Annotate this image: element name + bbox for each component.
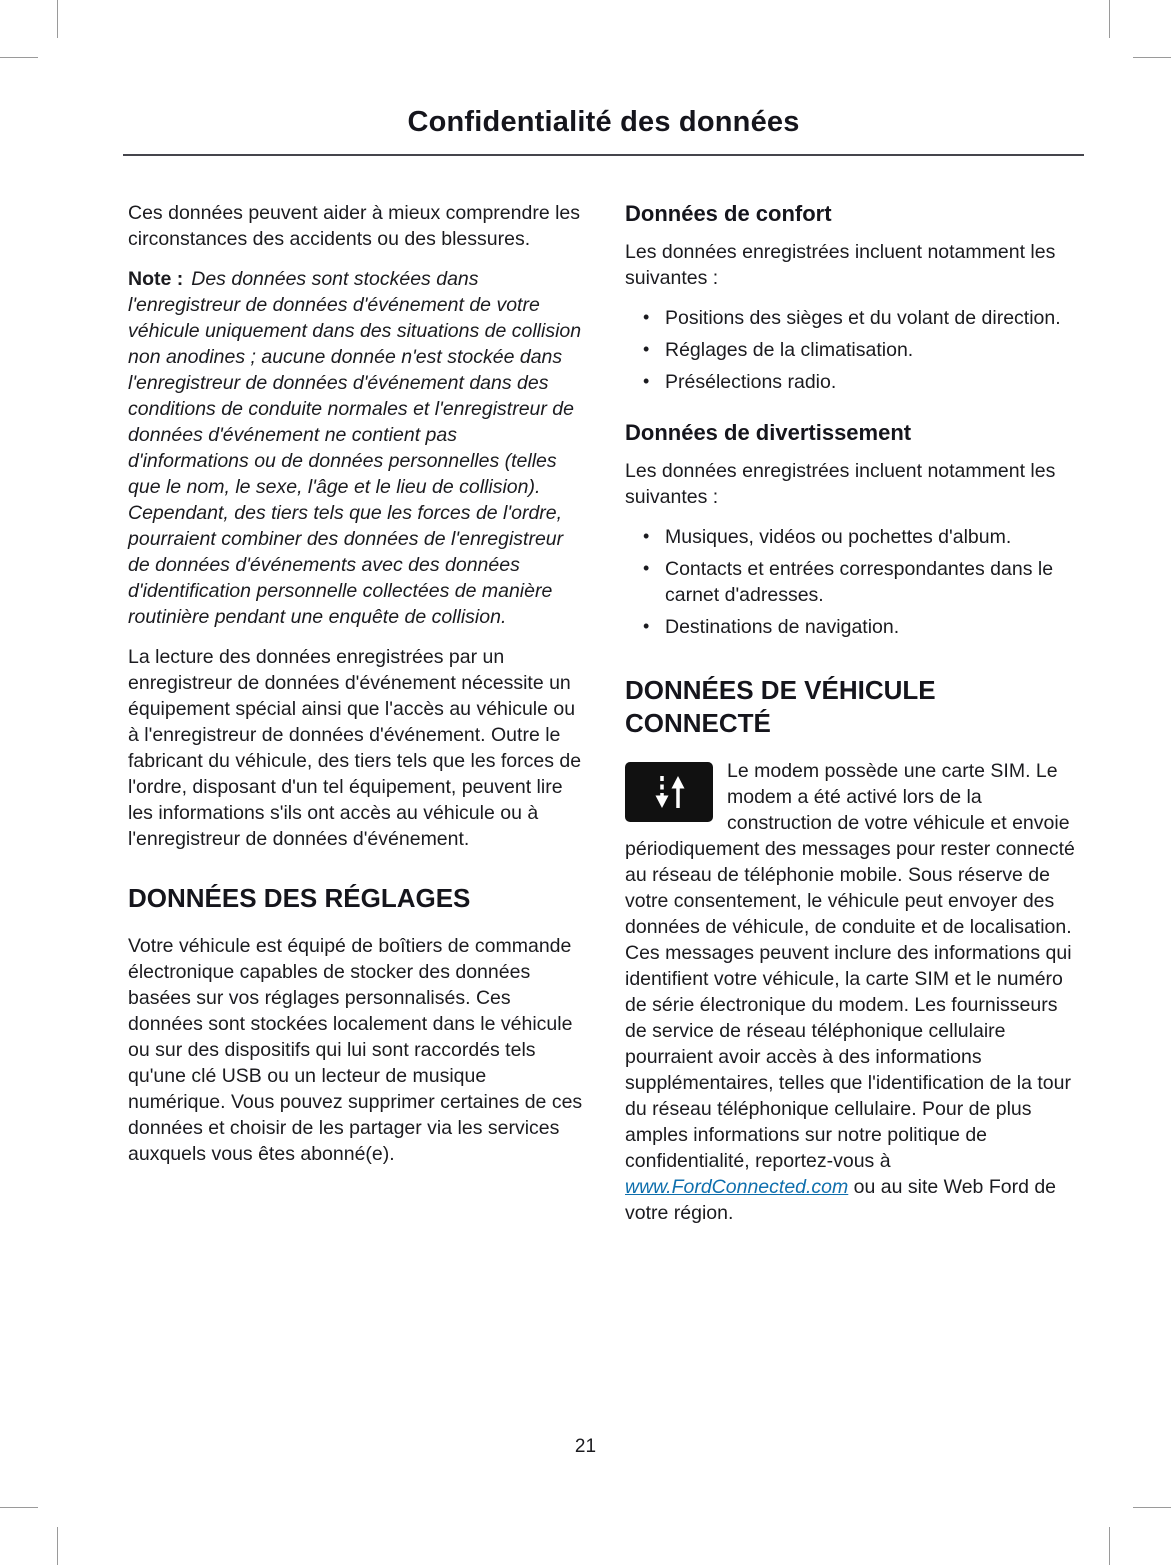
section-donnees-vehicule-connecte	[625, 674, 1077, 1226]
crop-mark-top-right-h	[1133, 57, 1171, 58]
connecte-text-before-link: Le modem possède une carte SIM. Le modem a été activé lors de la construction de votre véhicule et envoie périodiquement des messages pour rester connecté au réseau de téléphonie mobile. Sous réserve de votre consentement, le véhicule peut envoyer des données de véhicule, de conduite et de localisation. Ces messages peuvent inclure des informations qui identifient votre véhicule, la carte SIM et le numéro de série électronique du modem. Les fournisseurs de service de réseau téléphonique cellulaire pourraient avoir accès à des informations supplémentaires, telles que l'identification de la tour du réseau téléphonique cellulaire. Pour de plus amples informations sur notre politique de confidentialité, reportez-vous à	[625, 760, 1075, 1172]
left-column	[128, 200, 583, 1181]
bullet-text: Réglages de la climatisation.	[665, 339, 914, 361]
section-donnees-de-divertissement	[625, 419, 1077, 640]
confort-intro: Les données enregistrées incluent notamment les suivantes :	[625, 241, 1056, 289]
bullet-text: Présélections radio.	[665, 371, 837, 393]
crop-mark-bottom-left-h	[0, 1507, 38, 1508]
connecte-text-after-link: ou au site Web Ford de votre région.	[625, 1176, 1057, 1224]
paragraph-event-data-reading: La lecture des données enregistrées par un enregistreur de données d'événement nécessite un équipement spécial ainsi que l'accès au véhicule ou à l'enregistreur de données d'événement. Outre le fabricant du véhicule, des tiers tels que les forces de l'ordre, disposant d'un tel équipement, peuvent lire les informations s'ils ont accès au véhicule ou à l'enregistreur de données d'événement.	[128, 646, 582, 850]
right-column	[625, 200, 1077, 1240]
note-text: Des données sont stockées dans l'enregistreur de données d'événement de votre véhicule uniquement dans des situations de collision non anodines ; aucune donnée n'est stockée dans l'enregistreur de données d'événement dans des conditions de conduite normales et l'enregistreur de données d'événement ne contient pas d'informations ou de données personnelles (telles que le nom, le sexe, l'âge et le lieu de collision). Cependant, des tiers tels que les forces de l'ordre, pourraient combiner des données de l'enregistreur de données d'événements avec des données d'identification personnelle collectées de manière routinière pendant une enquête de collision.	[128, 268, 582, 628]
bullet-text: Destinations de navigation.	[665, 616, 900, 638]
crop-mark-bottom-right-h	[1133, 1507, 1171, 1508]
list-item	[625, 305, 1077, 331]
heading-donnees-de-confort: Données de confort	[625, 201, 832, 226]
page-number: 21	[574, 1436, 597, 1457]
bullet-text: Musiques, vidéos ou pochettes d'album.	[665, 526, 1012, 548]
note-label: Note :	[128, 268, 184, 290]
ford-connected-link[interactable]: www.FordConnected.com	[625, 1176, 849, 1198]
crop-mark-top-left-v	[57, 0, 58, 38]
divertissement-bullet-list	[625, 524, 1077, 640]
crop-mark-bottom-left-v	[57, 1527, 58, 1565]
paragraph-event-data-intro: Ces données peuvent aider à mieux comprendre les circonstances des accidents ou des blessures.	[128, 202, 581, 250]
list-item	[625, 614, 1077, 640]
crop-mark-top-left-h	[0, 57, 38, 58]
connecte-body	[625, 758, 1077, 1226]
list-item	[625, 369, 1077, 395]
list-item	[625, 337, 1077, 363]
crop-mark-bottom-right-v	[1109, 1527, 1110, 1565]
crop-mark-top-right-v	[1109, 0, 1110, 38]
heading-donnees-de-divertissement: Données de divertissement	[625, 420, 912, 445]
page-title: Confidentialité des données	[407, 106, 800, 138]
divertissement-intro: Les données enregistrées incluent notamment les suivantes :	[625, 460, 1056, 508]
note-paragraph	[128, 266, 583, 630]
confort-bullet-list	[625, 305, 1077, 395]
heading-donnees-des-reglages: DONNÉES DES RÉGLAGES	[128, 883, 471, 913]
heading-donnees-vehicule-connecte: DONNÉES DE VÉHICULE CONNECTÉ	[625, 675, 936, 738]
section-donnees-de-confort	[625, 200, 1077, 395]
title-divider	[123, 154, 1084, 156]
bullet-text: Positions des sièges et du volant de direction.	[665, 307, 1061, 329]
list-item	[625, 556, 1077, 608]
data-transfer-icon	[625, 762, 713, 822]
paragraph-reglages-body: Votre véhicule est équipé de boîtiers de commande électronique capables de stocker des données basées sur vos réglages personnalisés. Ces données sont stockées localement dans le véhicule ou sur des dispositifs qui lui sont raccordés tels qu'une clé USB ou un lecteur de musique numérique. Vous pouvez supprimer certaines de ces données et choisir de les partager via les services auxquels vous êtes abonné(e).	[128, 935, 583, 1165]
list-item	[625, 524, 1077, 550]
bullet-text: Contacts et entrées correspondantes dans le carnet d'adresses.	[665, 558, 1054, 606]
